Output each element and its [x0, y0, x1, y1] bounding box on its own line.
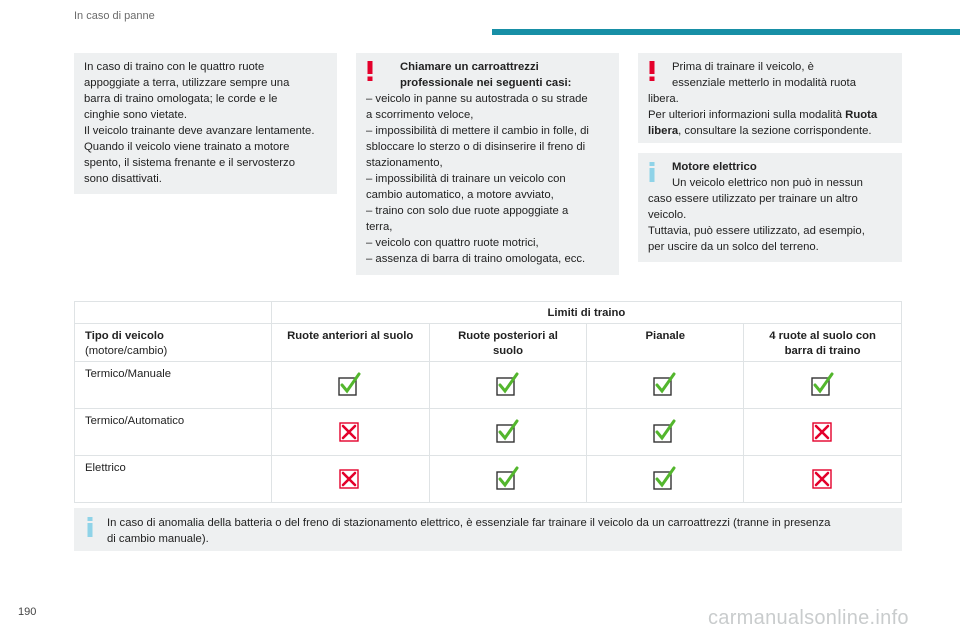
- status-cell: [744, 409, 902, 456]
- column-header: [271, 324, 429, 362]
- warning-line: [648, 123, 894, 139]
- free-wheel-term: libera: [648, 125, 679, 137]
- row-label: Termico/Manuale: [75, 362, 272, 409]
- row-header-sub: (motore/cambio): [85, 345, 168, 357]
- warning-line: – assenza di barra di traino omologata, ecc.: [366, 253, 586, 265]
- warning-text: Per ulteriori informazioni sulla modalità: [648, 109, 846, 121]
- towing-limits-table: [74, 301, 902, 503]
- column-header: [587, 324, 744, 362]
- status-cell: [744, 456, 902, 503]
- cross-icon: [810, 466, 836, 492]
- warning-line: libera.: [648, 93, 679, 105]
- column-header-line: suolo: [492, 345, 524, 357]
- column-header-line: 4 ruote al suolo con: [769, 330, 876, 342]
- warning-line: Prima di trainare il veicolo, è: [672, 61, 814, 73]
- column-header: [744, 324, 902, 362]
- row-label: Termico/Automatico: [75, 409, 272, 456]
- info-line: per uscire da un solco del terreno.: [648, 241, 819, 253]
- status-cell: [744, 362, 902, 409]
- table-corner-cell: [75, 302, 272, 324]
- warning-line: stazionamento,: [366, 157, 443, 169]
- warning-line: – impossibilità di trainare un veicolo con: [366, 173, 566, 185]
- status-cell: [587, 456, 744, 503]
- status-cell: [429, 409, 587, 456]
- row-label: Elettrico: [75, 456, 272, 503]
- free-wheel-warning-box: [638, 53, 902, 143]
- table-row: [75, 409, 902, 456]
- info-line: Tuttavia, può essere utilizzato, ad esempio,: [648, 225, 865, 237]
- electric-motor-info-box: [638, 153, 902, 262]
- column-header: [429, 324, 587, 362]
- cross-icon: [810, 419, 836, 445]
- column-header-line: barra di traino: [784, 345, 861, 357]
- watermark: carmanualsonline.info: [708, 607, 909, 629]
- table-row: [75, 362, 902, 409]
- column-header-line: Ruote anteriori al suolo: [287, 330, 414, 342]
- note-line: cinghie sono vietate.: [84, 109, 187, 121]
- info-icon: [648, 162, 656, 182]
- warning-icon: [366, 61, 374, 81]
- row-header-title: Tipo di veicolo: [85, 330, 164, 342]
- status-cell: [429, 362, 587, 409]
- status-cell: [429, 456, 587, 503]
- note-line: appoggiate a terra, utilizzare sempre una: [84, 77, 290, 89]
- warning-line: – impossibilità di mettere il cambio in folle, di: [366, 125, 589, 137]
- warning-line: – traino con solo due ruote appoggiate a: [366, 205, 569, 217]
- towing-note-box: [74, 53, 337, 194]
- header-accent-bar: [492, 29, 960, 35]
- column-header-line: Pianale: [645, 330, 686, 342]
- warning-line: [648, 107, 894, 123]
- warning-icon: [648, 61, 656, 81]
- info-line: In caso di anomalia della batteria o del freno di stazionamento elettrico, è essenziale far trainare il veicolo da un carroattrezzi (tranne in presenza: [107, 517, 831, 529]
- warning-title: professionale nei seguenti casi:: [400, 77, 572, 89]
- note-line: Quando il veicolo viene trainato a motore: [84, 141, 290, 153]
- warning-title: Chiamare un carroattrezzi: [400, 61, 539, 73]
- row-header-cell: [75, 324, 272, 362]
- cross-icon: [337, 466, 363, 492]
- note-line: spento, il sistema frenante e il servosterzo: [84, 157, 295, 169]
- status-cell: [587, 362, 744, 409]
- section-title: In caso di panne: [74, 10, 155, 22]
- check-icon: [810, 372, 836, 398]
- note-line: sono disattivati.: [84, 173, 162, 185]
- check-icon: [652, 419, 678, 445]
- status-cell: [587, 409, 744, 456]
- warning-text: , consultare la sezione corrispondente.: [678, 125, 872, 137]
- warning-line: essenziale metterlo in modalità ruota: [672, 77, 856, 89]
- info-line: Un veicolo elettrico non può in nessun: [672, 177, 863, 189]
- note-line: barra di traino omologata; le corde e le: [84, 93, 278, 105]
- warning-line: – veicolo in panne su autostrada o su strade: [366, 93, 588, 105]
- info-line: caso essere utilizzato per trainare un altro: [648, 193, 858, 205]
- table-row: [75, 456, 902, 503]
- info-title: Motore elettrico: [672, 161, 757, 173]
- free-wheel-term: Ruota: [845, 109, 878, 121]
- note-line: Il veicolo trainante deve avanzare lentamente.: [84, 125, 315, 137]
- info-icon: [86, 517, 94, 537]
- status-cell: [271, 409, 429, 456]
- page-number: 190: [18, 606, 37, 618]
- battery-info-box: [74, 508, 902, 551]
- column-header-line: Ruote posteriori al: [458, 330, 558, 342]
- note-line: In caso di traino con le quattro ruote: [84, 61, 265, 73]
- status-cell: [271, 456, 429, 503]
- warning-line: sbloccare lo sterzo o di disinserire il freno di: [366, 141, 586, 153]
- tow-truck-warning-box: [356, 53, 619, 275]
- warning-line: a scorrimento veloce,: [366, 109, 474, 121]
- table-group-header: Limiti di traino: [271, 302, 901, 324]
- check-icon: [652, 372, 678, 398]
- check-icon: [652, 466, 678, 492]
- status-cell: [271, 362, 429, 409]
- warning-line: terra,: [366, 221, 393, 233]
- check-icon: [495, 466, 521, 492]
- check-icon: [337, 372, 363, 398]
- info-line: di cambio manuale).: [107, 533, 209, 545]
- check-icon: [495, 419, 521, 445]
- info-line: veicolo.: [648, 209, 687, 221]
- cross-icon: [337, 419, 363, 445]
- check-icon: [495, 372, 521, 398]
- warning-line: – veicolo con quattro ruote motrici,: [366, 237, 539, 249]
- warning-line: cambio automatico, a motore avviato,: [366, 189, 554, 201]
